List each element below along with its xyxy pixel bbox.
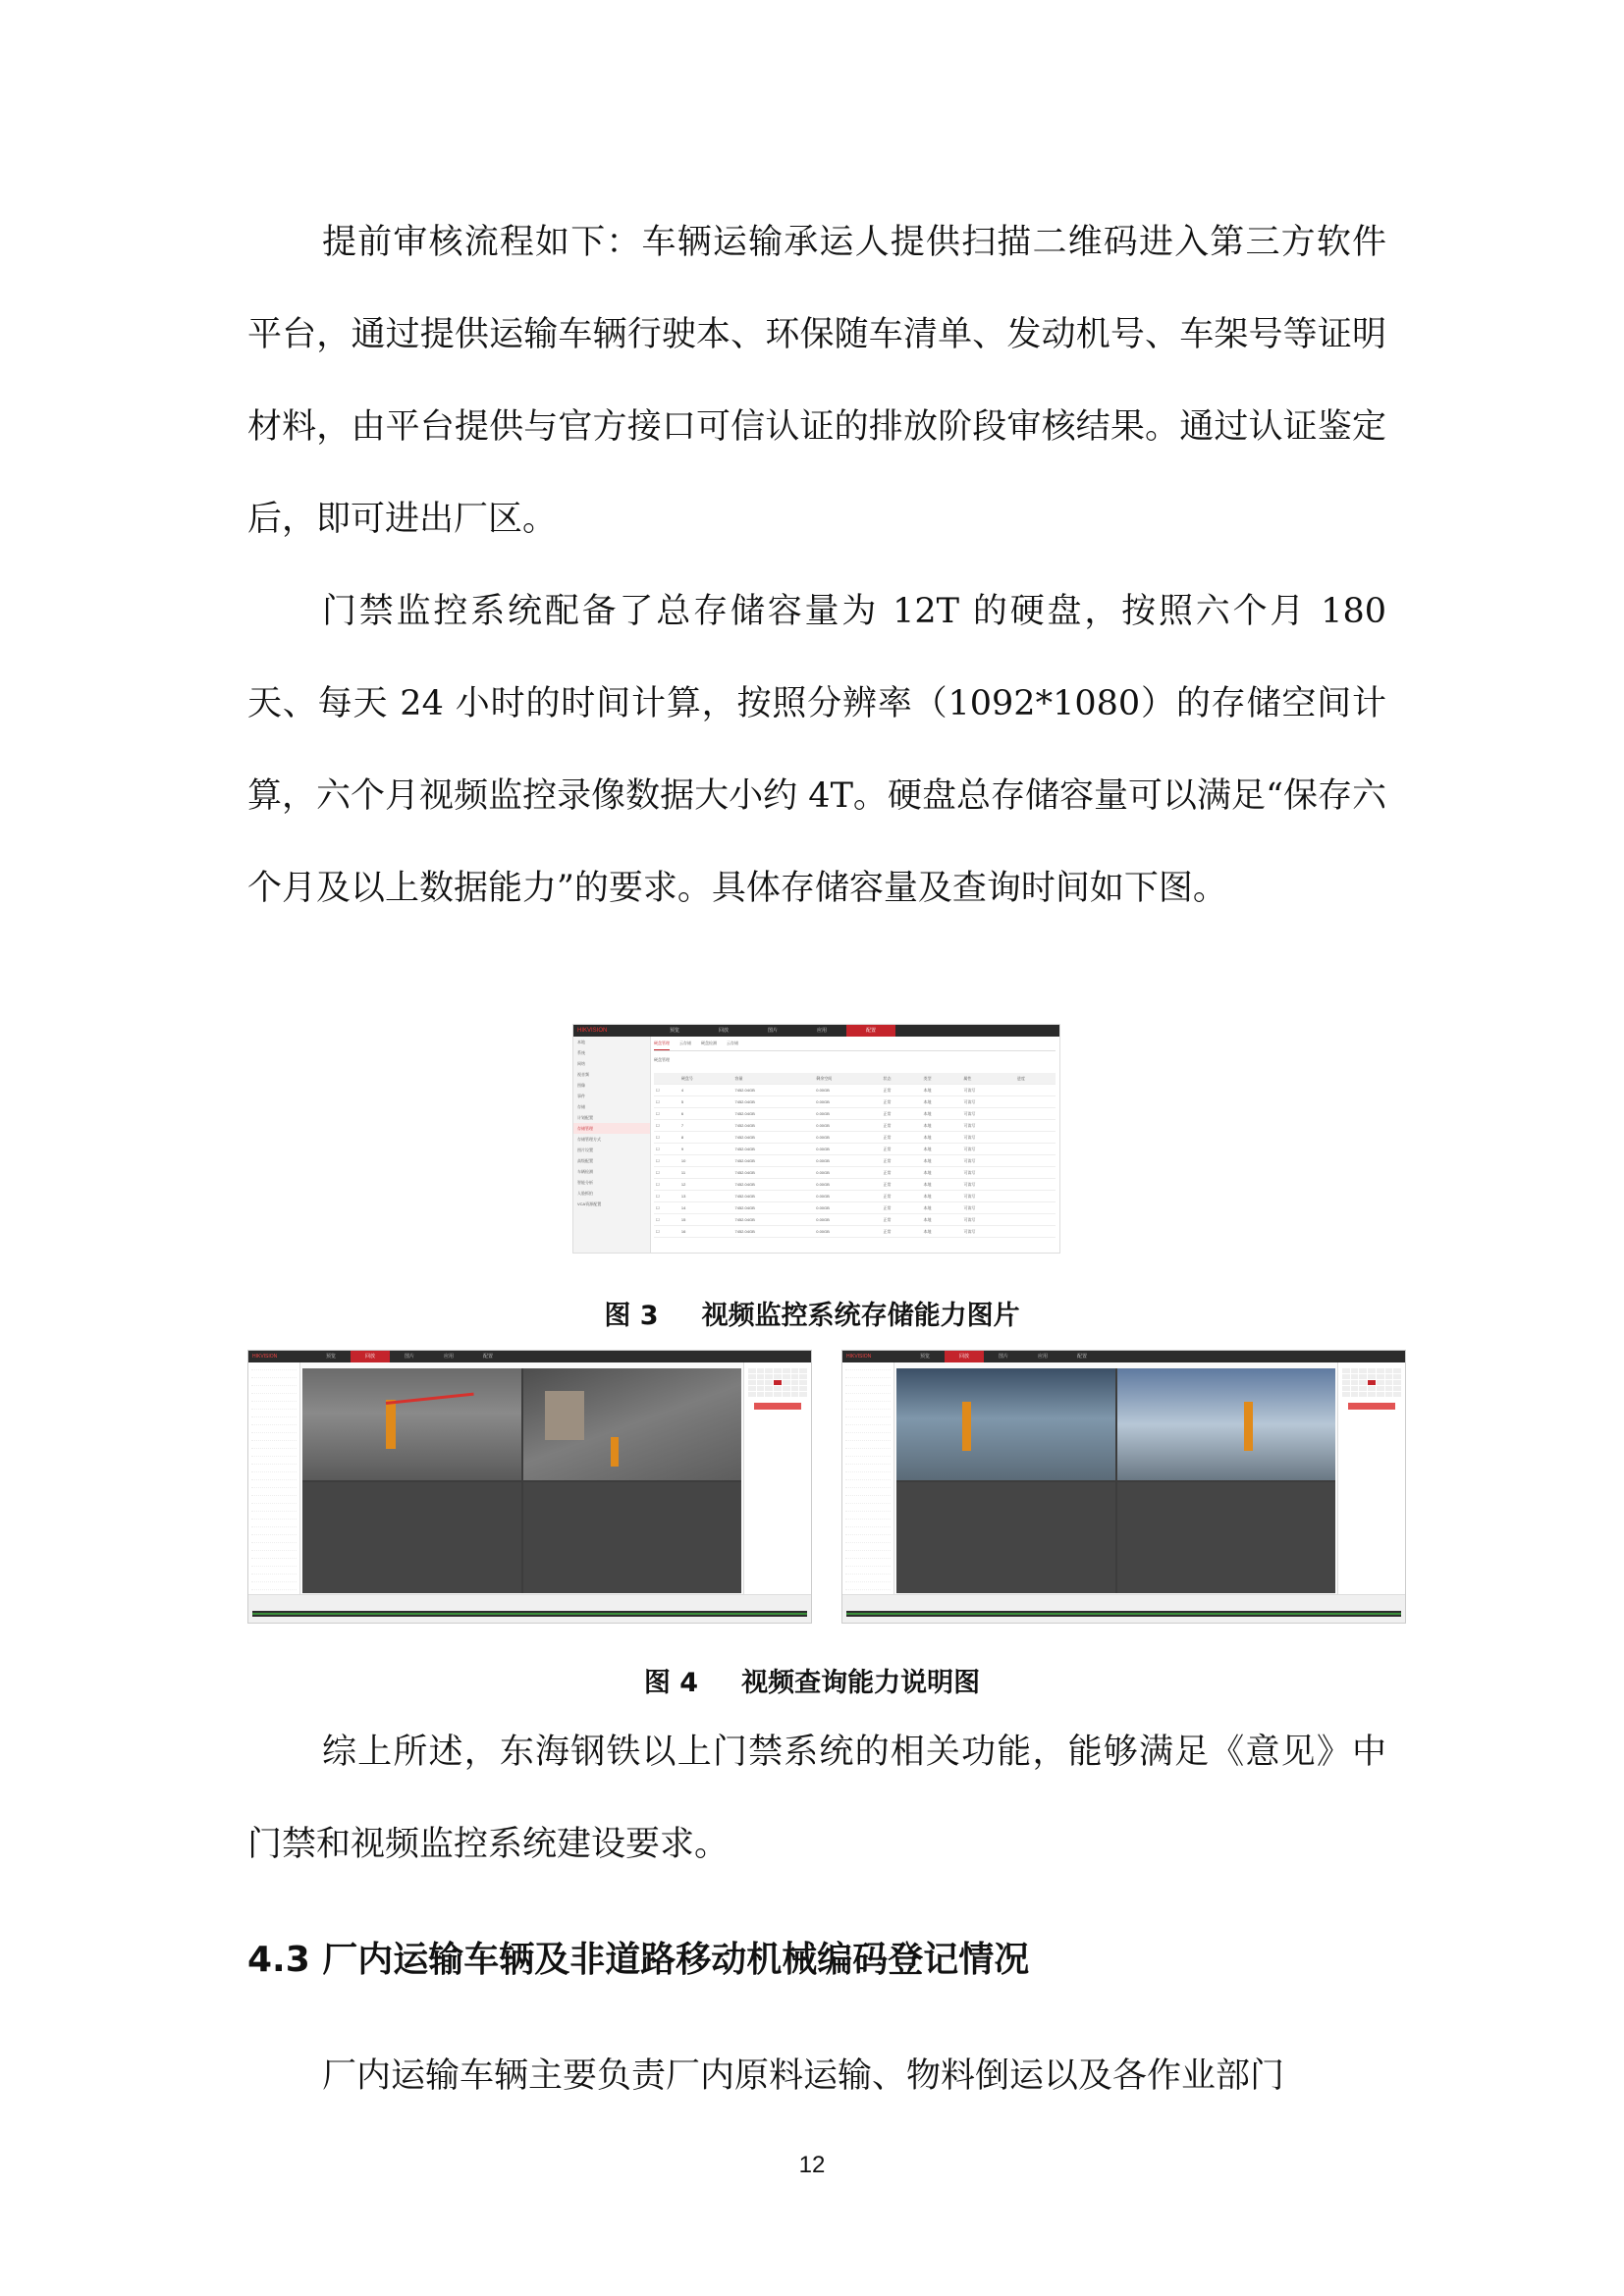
menu-item: 应用 (1037, 1354, 1048, 1360)
table-cell: 7 (679, 1120, 733, 1132)
storage-tabs (654, 1041, 1056, 1051)
table-cell: 7452.04GB (733, 1132, 815, 1144)
video-screenshot-left (247, 1350, 812, 1624)
table-cell: 5 (679, 1096, 733, 1108)
camera-view (1117, 1368, 1336, 1480)
row-checkbox: ☐ (654, 1179, 679, 1191)
table-cell: 正常 (882, 1085, 922, 1096)
table-cell: 正常 (882, 1226, 922, 1238)
sidebar-item: 智能分析 (577, 1180, 593, 1185)
table-cell: 7452.04GB (733, 1096, 815, 1108)
row-checkbox: ☐ (654, 1214, 679, 1226)
row-checkbox: ☐ (654, 1191, 679, 1202)
table-cell: 0.00GB (814, 1214, 881, 1226)
table-cell: 7452.04GB (733, 1191, 815, 1202)
video-grid (302, 1368, 741, 1593)
sidebar-item: VCA资源配置 (577, 1201, 602, 1206)
timeline (252, 1611, 807, 1617)
table-cell: 6 (679, 1108, 733, 1120)
camera-tree (842, 1362, 894, 1595)
paragraph-vehicles: 厂内运输车辆主要负责厂内原料运输、物料倒运以及各作业部门 (322, 2056, 1285, 2096)
calendar-panel (1337, 1362, 1405, 1595)
menu-item: 图片 (767, 1028, 778, 1034)
camera-view (302, 1368, 521, 1480)
table-cell: 可读写 (961, 1096, 1015, 1108)
menu-item: 图片 (404, 1354, 414, 1360)
column-header: 剩余空间 (814, 1073, 881, 1085)
table-cell: 正常 (882, 1214, 922, 1226)
table-cell: 本地 (921, 1179, 961, 1191)
sidebar-item: 人脸抓拍 (577, 1191, 593, 1196)
sidebar-item: 本地 (577, 1040, 585, 1044)
table-cell: 正常 (882, 1132, 922, 1144)
column-header: 属性 (961, 1073, 1015, 1085)
table-cell: 0.00GB (814, 1108, 881, 1120)
paragraph-review-process: 提前审核流程如下：车辆运输承运人提供扫描二维码进入第三方软件平台，通过提供运输车辆行驶本、环保随车清单、发动机号、车架号等证明材料，由平台提供与官方接口可信认证的排放阶段审核结果。通过认证鉴定后，即可进出厂区。 (247, 223, 1386, 539)
table-cell: 可读写 (961, 1108, 1015, 1120)
table-cell: 9 (679, 1144, 733, 1155)
table-cell (1015, 1226, 1056, 1238)
menu-item: 图片 (998, 1354, 1008, 1360)
sidebar-item: 高级配置 (577, 1158, 593, 1163)
table-cell: 14 (679, 1202, 733, 1214)
video-screenshot-right (841, 1350, 1406, 1624)
table-cell: 本地 (921, 1132, 961, 1144)
table-cell: 7452.04GB (733, 1214, 815, 1226)
camera-tree (248, 1362, 300, 1595)
table-cell: 正常 (882, 1120, 922, 1132)
table-cell: 本地 (921, 1167, 961, 1179)
sidebar-item: 存储 (577, 1104, 585, 1109)
table-cell: 16 (679, 1226, 733, 1238)
table-cell: 0.00GB (814, 1191, 881, 1202)
table-cell (1015, 1155, 1056, 1167)
table-cell: 0.00GB (814, 1167, 881, 1179)
table-cell: 15 (679, 1214, 733, 1226)
column-header: 状态 (882, 1073, 922, 1085)
camera-view (523, 1368, 742, 1480)
table-cell: 12 (679, 1179, 733, 1191)
row-checkbox: ☐ (654, 1167, 679, 1179)
table-cell: 0.00GB (814, 1226, 881, 1238)
brand-logo: HIKVISION (252, 1354, 278, 1360)
search-button (754, 1403, 801, 1410)
table-cell (1015, 1179, 1056, 1191)
table-cell: 0.00GB (814, 1155, 881, 1167)
table-cell: 8 (679, 1132, 733, 1144)
sidebar-item: 事件 (577, 1094, 585, 1098)
table-cell (1015, 1132, 1056, 1144)
column-header: 硬盘号 (679, 1073, 733, 1085)
table-cell: 可读写 (961, 1144, 1015, 1155)
table-cell (1015, 1096, 1056, 1108)
table-cell: 可读写 (961, 1202, 1015, 1214)
row-checkbox: ☐ (654, 1132, 679, 1144)
disk-table (654, 1073, 1056, 1238)
table-cell: 本地 (921, 1085, 961, 1096)
table-cell (1015, 1167, 1056, 1179)
video-grid (896, 1368, 1335, 1593)
camera-view-empty (302, 1482, 521, 1594)
table-row (654, 1226, 1056, 1238)
sidebar-item: 图片设置 (577, 1148, 593, 1152)
table-cell: 4 (679, 1085, 733, 1096)
table-cell: 本地 (921, 1202, 961, 1214)
table-cell: 13 (679, 1191, 733, 1202)
table-cell: 本地 (921, 1144, 961, 1155)
table-cell: 本地 (921, 1155, 961, 1167)
table-cell: 可读写 (961, 1167, 1015, 1179)
row-checkbox: ☐ (654, 1096, 679, 1108)
video-topbar (248, 1351, 811, 1362)
paragraph-conclusion: 综上所述，东海钢铁以上门禁系统的相关功能，能够满足《意见》中门禁和视频监控系统建设要求。 (247, 1733, 1386, 1864)
figure3-caption (0, 1294, 1624, 1332)
menu-item-active: 配置 (846, 1025, 895, 1037)
menu-item: 应用 (443, 1354, 454, 1360)
menu-item: 配置 (482, 1354, 493, 1360)
table-cell: 正常 (882, 1191, 922, 1202)
storage-screenshot (572, 1024, 1060, 1254)
tab: 硬盘检测 (701, 1041, 717, 1045)
brand-logo: HIKVISION (846, 1354, 872, 1360)
table-cell: 7452.04GB (733, 1144, 815, 1155)
tab: 云存储 (727, 1041, 738, 1045)
table-row (654, 1179, 1056, 1191)
table-cell: 7452.04GB (733, 1120, 815, 1132)
brand-logo: HIKVISION (577, 1028, 608, 1034)
row-checkbox: ☐ (654, 1085, 679, 1096)
table-cell: 可读写 (961, 1179, 1015, 1191)
table-cell: 可读写 (961, 1155, 1015, 1167)
table-cell: 0.00GB (814, 1202, 881, 1214)
table-cell: 正常 (882, 1108, 922, 1120)
column-header: 容量 (733, 1073, 815, 1085)
sidebar-item: 网络 (577, 1061, 585, 1066)
table-cell: 7452.04GB (733, 1167, 815, 1179)
panel-title: 硬盘管理 (654, 1057, 670, 1062)
row-checkbox: ☐ (654, 1202, 679, 1214)
camera-view (896, 1368, 1115, 1480)
video-topbar (842, 1351, 1405, 1362)
sidebar-item: 存储管理方式 (577, 1137, 601, 1142)
table-row (654, 1155, 1056, 1167)
table-cell: 本地 (921, 1096, 961, 1108)
table-cell: 正常 (882, 1167, 922, 1179)
sidebar-item: 车辆检测 (577, 1169, 593, 1174)
table-cell: 正常 (882, 1179, 922, 1191)
table-cell: 11 (679, 1167, 733, 1179)
playback-bar (248, 1594, 811, 1623)
table-cell: 正常 (882, 1096, 922, 1108)
sidebar-item: 系统 (577, 1050, 585, 1055)
sidebar-item: 存储管理 (573, 1123, 650, 1134)
table-cell: 可读写 (961, 1120, 1015, 1132)
table-row (654, 1191, 1056, 1202)
table-cell: 0.00GB (814, 1179, 881, 1191)
table-row (654, 1132, 1056, 1144)
table-cell: 0.00GB (814, 1096, 881, 1108)
menu-item: 配置 (1076, 1354, 1087, 1360)
column-header: 类型 (921, 1073, 961, 1085)
menu-item: 应用 (816, 1028, 827, 1034)
table-cell: 7452.04GB (733, 1108, 815, 1120)
figure3-label: 图 3 (604, 1301, 659, 1331)
table-cell: 7452.04GB (733, 1202, 815, 1214)
table-row (654, 1085, 1056, 1096)
camera-view-empty (896, 1482, 1115, 1594)
calendar-panel (743, 1362, 811, 1595)
table-cell: 本地 (921, 1214, 961, 1226)
row-checkbox: ☐ (654, 1120, 679, 1132)
tab-disk-management: 硬盘管理 (654, 1041, 670, 1050)
table-cell: 可读写 (961, 1191, 1015, 1202)
sidebar-item: 计划配置 (577, 1115, 593, 1120)
storage-sidebar (573, 1037, 651, 1253)
table-cell: 7452.04GB (733, 1226, 815, 1238)
playback-bar (842, 1594, 1405, 1623)
table-cell: 可读写 (961, 1214, 1015, 1226)
camera-view-empty (1117, 1482, 1336, 1594)
table-cell: 本地 (921, 1226, 961, 1238)
tab: 云存储 (679, 1041, 691, 1045)
storage-topbar (573, 1025, 1059, 1037)
table-cell: 正常 (882, 1202, 922, 1214)
table-cell: 7452.04GB (733, 1085, 815, 1096)
table-row (654, 1096, 1056, 1108)
timeline (846, 1611, 1401, 1617)
row-checkbox: ☐ (654, 1144, 679, 1155)
paragraph-storage-capacity: 门禁监控系统配备了总存储容量为 12T 的硬盘，按照六个月 180 天、每天 24 小时的时间计算，按照分辨率（1092*1080）的存储空间计算，六个月视频监控录像数据大小约 4T。硬盘总存储容量可以满足“保存六个月及以上数据能力”的要求。具体存储容量及查询时间如下图。 (247, 592, 1386, 908)
table-cell (1015, 1144, 1056, 1155)
menu-item: 回放 (718, 1028, 729, 1034)
menu-item: 预览 (669, 1028, 679, 1034)
page-number: 12 (798, 2152, 826, 2178)
table-cell (1015, 1202, 1056, 1214)
table-cell: 10 (679, 1155, 733, 1167)
row-checkbox: ☐ (654, 1226, 679, 1238)
table-cell: 本地 (921, 1108, 961, 1120)
table-row (654, 1108, 1056, 1120)
figure4-caption (0, 1661, 1624, 1699)
table-cell: 0.00GB (814, 1132, 881, 1144)
table-cell: 可读写 (961, 1226, 1015, 1238)
column-header: 进度 (1015, 1073, 1056, 1085)
menu-item-active: 回放 (945, 1351, 984, 1362)
column-header (654, 1073, 679, 1085)
table-cell (1015, 1191, 1056, 1202)
table-row (654, 1167, 1056, 1179)
table-cell (1015, 1108, 1056, 1120)
table-cell (1015, 1085, 1056, 1096)
figure3-caption-text: 视频监控系统存储能力图片 (701, 1301, 1020, 1331)
storage-main (654, 1041, 1056, 1249)
table-cell: 可读写 (961, 1085, 1015, 1096)
table-cell (1015, 1120, 1056, 1132)
table-cell: 本地 (921, 1120, 961, 1132)
menu-item: 预览 (325, 1354, 336, 1360)
table-row (654, 1120, 1056, 1132)
row-checkbox: ☐ (654, 1108, 679, 1120)
table-cell: 7452.04GB (733, 1155, 815, 1167)
sidebar-item: 图像 (577, 1083, 585, 1088)
menu-item-active: 回放 (351, 1351, 390, 1362)
table-cell: 0.00GB (814, 1085, 881, 1096)
camera-view-empty (523, 1482, 742, 1594)
table-row (654, 1202, 1056, 1214)
figure4-caption-text: 视频查询能力说明图 (741, 1668, 981, 1698)
search-button (1348, 1403, 1395, 1410)
table-row (654, 1144, 1056, 1155)
table-cell: 0.00GB (814, 1120, 881, 1132)
sidebar-item: 视音频 (577, 1072, 589, 1077)
table-cell: 7452.04GB (733, 1179, 815, 1191)
menu-item: 预览 (919, 1354, 930, 1360)
table-cell: 0.00GB (814, 1144, 881, 1155)
table-row (654, 1214, 1056, 1226)
table-cell (1015, 1214, 1056, 1226)
table-cell: 正常 (882, 1144, 922, 1155)
table-cell: 本地 (921, 1191, 961, 1202)
table-cell: 正常 (882, 1155, 922, 1167)
section-heading: 4.3 厂内运输车辆及非道路移动机械编码登记情况 (247, 1940, 1030, 1980)
row-checkbox: ☐ (654, 1155, 679, 1167)
figure4-label: 图 4 (643, 1668, 699, 1698)
table-cell: 可读写 (961, 1132, 1015, 1144)
